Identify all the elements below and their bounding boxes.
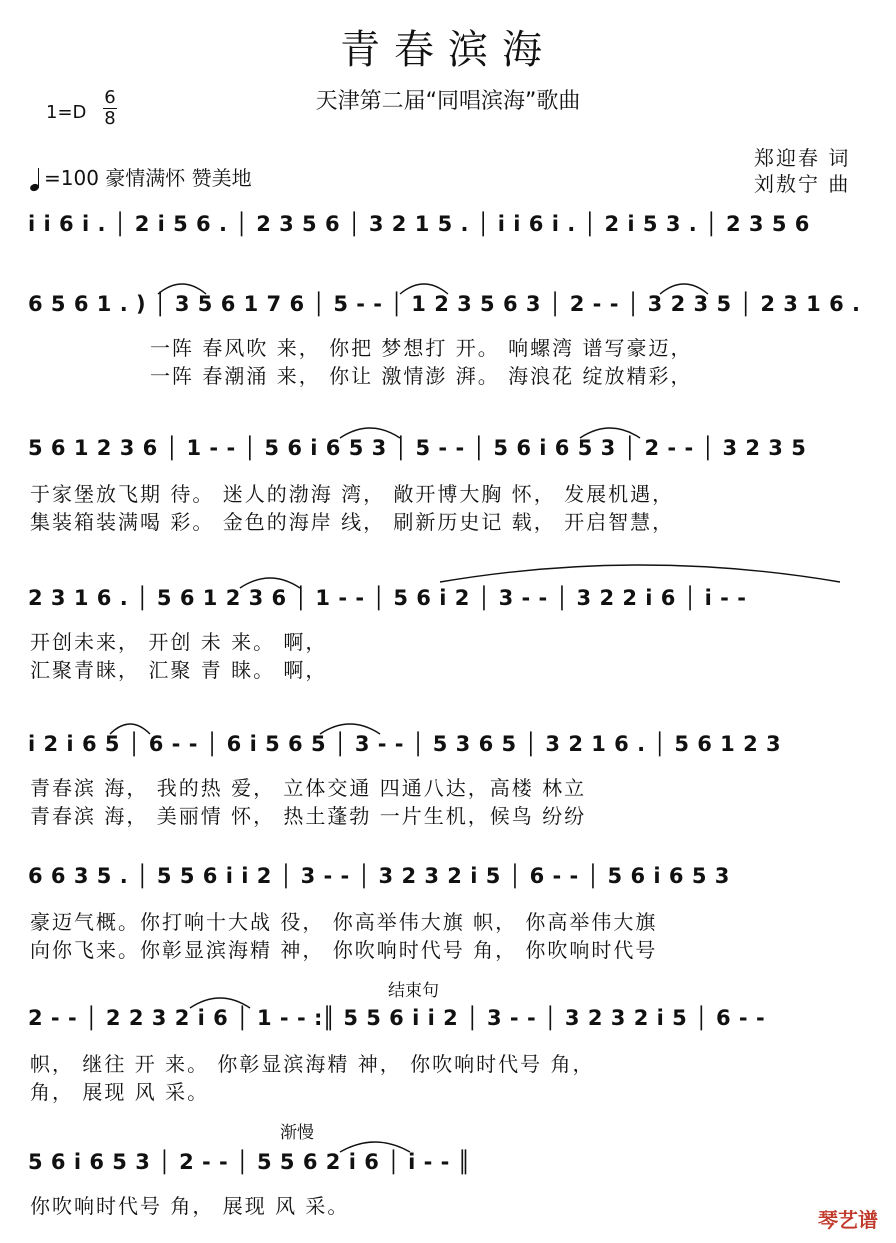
key-signature: 1=D [46,102,87,123]
slur [440,565,840,582]
lyric-line: 于家堡放飞期 待。 迷人的渤海 湾， 敞开博大胸 怀， 发展机遇， [30,482,675,506]
lyric-line: 豪迈气概。你打响十大战 役， 你高举伟大旗 帜， 你高举伟大旗 [30,910,658,934]
ending-marking: 结束句 [388,981,439,1001]
slur [580,428,640,438]
song-title: 青春滨海 [340,27,556,73]
lyric-line: 青春滨 海， 我的热 爱， 立体交通 四通八达，高楼 林立 [30,776,587,800]
slur [340,1142,410,1152]
lyric-line: 一阵 春潮涌 来， 你让 激情澎 湃。 海浪花 绽放精彩， [150,364,693,388]
lyric-line: 你吹响时代号 角， 展现 风 采。 [30,1194,350,1218]
notation-text: 6 5 6 1 . ) │ 3 5 6 1 7 6 │ 5 - - │ 1 2 3 5 6 3 │ 2 - - │ 3 2 3 5 │ 2 3 1 6 . [28,292,861,316]
slur [320,724,380,734]
lyric-line: 青春滨 海， 美丽情 怀， 热土蓬勃 一片生机，候鸟 纷纷 [30,804,587,828]
notation-text: i 2 i 6 5 │ 6 - - │ 6 i 5 6 5 │ 3 - - │ 5 3 6 5 │ 3 2 1 6 . │ 5 6 1 2 3 [28,732,781,756]
slur [400,284,448,294]
lyricist-credit: 郑迎春 词 [754,146,851,170]
lyric-line: 集装箱装满喝 彩。 金色的海岸 线， 刷新历史记 载， 开启智慧， [30,510,675,534]
slur [240,578,300,588]
notation-text: 2 3 1 6 . │ 5 6 1 2 3 6 │ 1 - - │ 5 6 i 2 │ 3 - - │ 3 2 2 i 6 │ i - - [28,586,746,610]
watermark-logo: 琴艺谱 [818,1208,878,1232]
notation-text: 5 6 1 2 3 6 │ 1 - - │ 5 6 i 6 5 3 │ 5 - - │ 5 6 i 6 5 3 │ 2 - - │ 3 2 3 5 [28,436,806,460]
notation-text: 6 6 3 5 . │ 5 5 6 i i 2 │ 3 - - │ 3 2 3 2 i 5 │ 6 - - │ 5 6 i 6 5 3 [28,864,730,888]
lyric-line: 向你飞来。你彰显滨海精 神， 你吹响时代号 角， 你吹响时代号 [30,938,658,962]
slur [190,998,250,1008]
slur [340,428,400,438]
song-subtitle: 天津第二届“同唱滨海”歌曲 [315,89,581,114]
ritardando-marking: 渐慢 [280,1123,314,1143]
slur [660,284,708,294]
tempo-text: =100 豪情满怀 赞美地 [44,166,252,190]
time-denominator: 8 [104,108,116,129]
lyric-line: 角， 展现 风 采。 [30,1080,210,1104]
slur [110,724,150,734]
time-numerator: 6 [104,87,116,108]
notation-text: 5 6 i 6 5 3 │ 2 - - │ 5 5 6 2 i 6 │ i - - ║ [28,1150,471,1174]
slur [158,284,206,294]
notation-text: 2 - - │ 2 2 3 2 i 6 │ 1 - - :║ 5 5 6 i i 2 │ 3 - - │ 3 2 3 2 i 5 │ 6 - - [28,1006,765,1030]
composer-credit: 刘敖宁 曲 [754,172,851,196]
lyric-line: 帜， 继往 开 来。 你彰显滨海精 神， 你吹响时代号 角， [30,1052,595,1076]
notation-text: i i 6 i . │ 2 i 5 6 . │ 2 3 5 6 │ 3 2 1 5 . │ i i 6 i . │ 2 i 5 3 . │ 2 3 5 6 [28,212,810,236]
lyric-line: 开创未来， 开创 未 来。 啊， [30,630,328,654]
lyric-line: 汇聚青睐， 汇聚 青 睐。 啊， [30,658,328,682]
lyric-line: 一阵 春风吹 来， 你把 梦想打 开。 响螺湾 谱写豪迈， [150,336,693,360]
